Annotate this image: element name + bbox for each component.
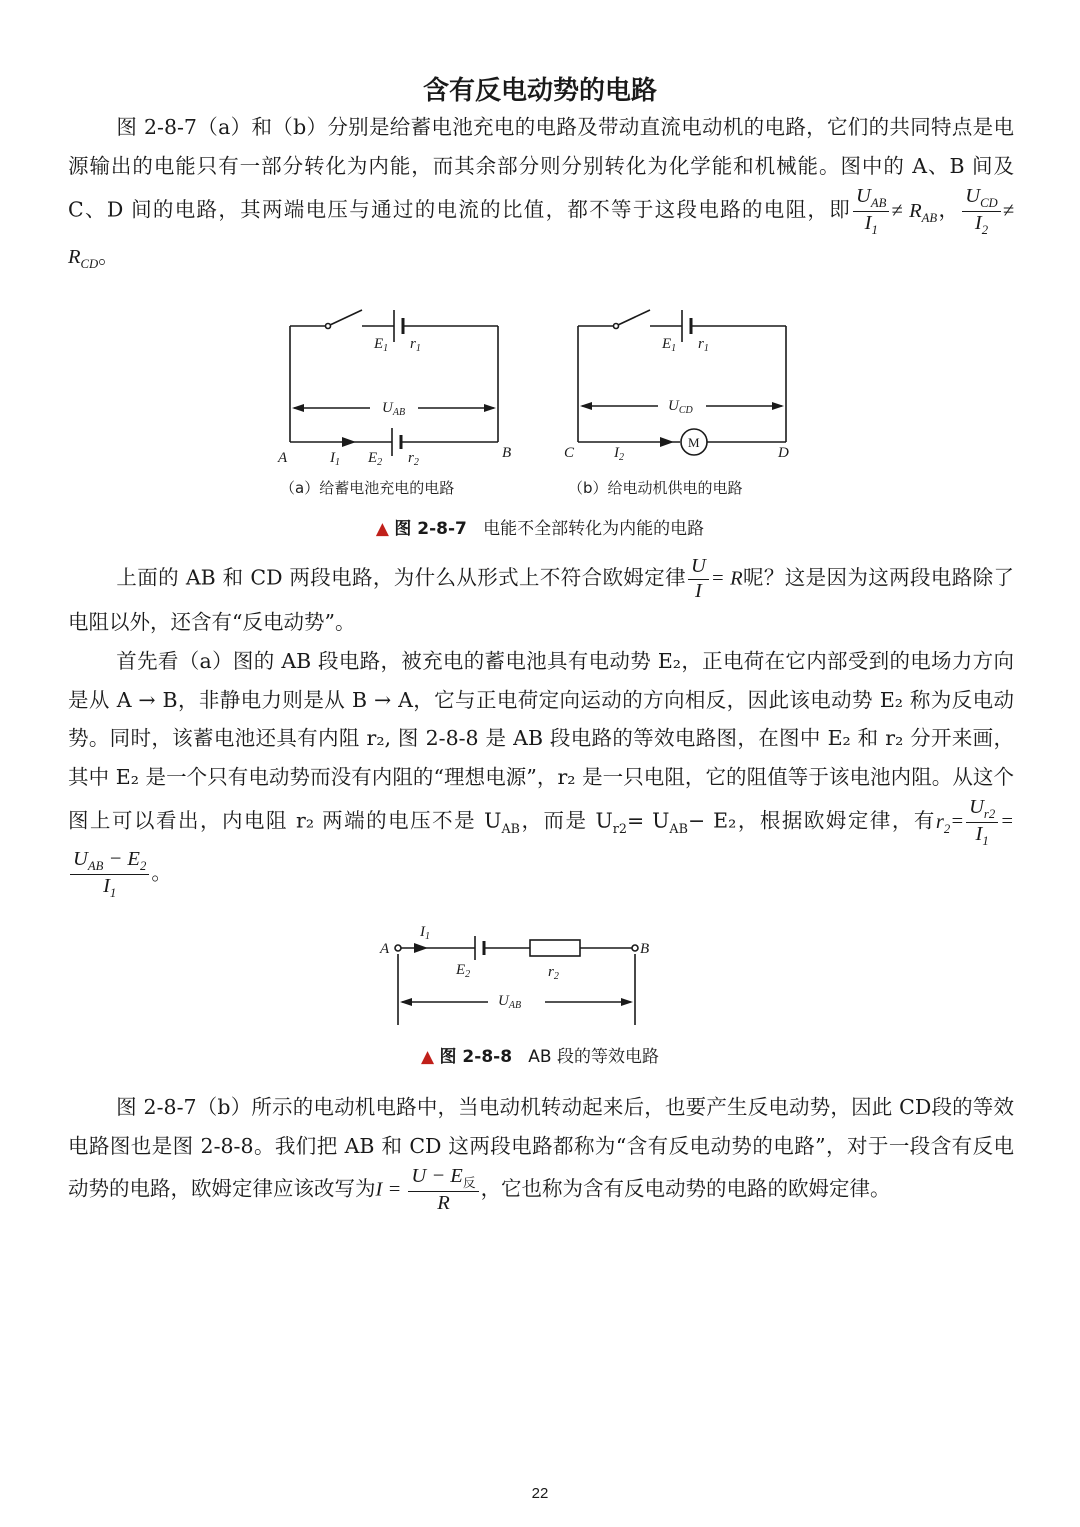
paragraph-1-text: 图 2-8-7（a）和（b）分别是给蓄电池充电的电路及带动直流电动机的电路，它们的共同特点是电源输出的电能只有一部分转化为内能，而其余部分则分别转化为化学能和机械能。图中的 A、B 间及 C、D 间的电路，其两端电压与通过的电流的比值，都不等于这段电路的电阻，即	[68, 115, 1014, 222]
caption-text: AB 段的等效电路	[528, 1047, 659, 1067]
label-a-B: B	[502, 445, 512, 461]
fraction-uab-e2-i1: $\frac{U_{AB} - E_2}{I_1}$	[70, 848, 149, 900]
label-a-r2: $r_2$	[408, 450, 419, 468]
figure-2-8-8-caption	[0, 1042, 1080, 1067]
label-b-i2: $I_2$	[614, 445, 624, 463]
label-b-ucd: $U_{CD}$	[668, 398, 693, 416]
label-2-r2: $r_2$	[548, 964, 559, 982]
paragraph-3: 首先看（a）图的 AB 段电路，被充电的蓄电池具有电动势 E₂，正电荷在它内部受到的电场力方向是从 A → B，非静电力则是从 B → A，它与正电荷定向运动的方向相反，因此该电动势 E₂ 称为反电动势。同时，该蓄电池还具有内阻 r₂, 图 2-8-8 是 AB 段电路的等效电路图，在图中 E₂ 和 r₂ 分开来画，其中 E₂ 是一个只有电动势而没有内阻的“理想电源”，r₂ 是一只电阻，它的阻值等于该电池内阻。从这个图上可以看出，内电阻 r₂ 两端的电压不是 $U_{AB}$，而是 $U_{r2}= U_{AB}- E_2$，根据欧姆定律，有$r_2=$ $\frac{U_{r2}}{I_1}$ = $\frac{U_{AB} - E_2}{I_1}$ 。	[68, 649, 1015, 901]
paragraph-4: 图 2-8-7（b）所示的电动机电路中，当电动机转动起来后，也要产生反电动势，因此 CD段的等效电路图也是图 2-8-8。我们把 AB 和 CD 这两段电路都称为“含有反电动势的电路”，对于一段含有反电动势的电路，欧姆定律应该改写为I = $\frac{U - E_反}{R}$ ，它也称为含有反电动势的电路的欧姆定律。	[68, 1095, 1014, 1214]
fraction-uab-i1: $\frac{U_{AB}}{I_1}$	[853, 185, 889, 237]
caption-marker: ▲	[375, 519, 389, 539]
label-a-e1: $E_1$	[374, 336, 389, 354]
caption-a: （a）给蓄电池充电的电路	[280, 479, 455, 497]
fraction-ohm-law: $\frac{U - E_反}{R}$	[408, 1165, 478, 1215]
fraction-ur2-i1: $\frac{U_{r2}}{I_1}$	[966, 796, 998, 848]
label-2-uab: $U_{AB}$	[498, 993, 522, 1011]
figure-2-8-7	[270, 300, 810, 540]
fraction-u-i: $\frac{U}{I}$	[688, 555, 709, 603]
caption-label: 图 2-8-7	[394, 519, 467, 539]
paragraph-2: 上面的 AB 和 CD 两段电路，为什么从形式上不符合欧姆定律 $\frac{U}{I}$ = R呢？这是因为这两段电路除了电阻以外，还含有“反电动势”。	[68, 555, 1014, 635]
label-a-A: A	[278, 450, 288, 466]
neq-rcd: ≠ $R_{CD}$	[68, 199, 1014, 272]
paragraph-1: 图 2-8-7（a）和（b）分别是给蓄电池充电的电路及带动直流电动机的电路，它们的共同特点是电源输出的电能只有一部分转化为内能，而其余部分则分别转化为化学能和机械能。图中的 A、B 间及 C、D 间的电路，其两端电压与通过的电流的比值，都不等于这段电路的电阻，即 $\frac{U_{AB}}{I_1}$ ≠ $R_{AB}$， $\frac{U_{CD}}{I_2}$ ≠ $R_{CD}$。	[68, 115, 1014, 272]
caption-b: （b）给电动机供电的电路	[568, 479, 743, 497]
caption-text: 电能不全部转化为内能的电路	[483, 519, 705, 539]
label-2-A: A	[380, 941, 390, 957]
page-number: 22	[531, 1485, 549, 1502]
fraction-ucd-i2: $\frac{U_{CD}}{I_2}$	[962, 185, 1000, 237]
label-a-i1: $I_1$	[330, 450, 340, 468]
circuit-a	[290, 310, 498, 456]
label-2-B: B	[640, 941, 650, 957]
formula-r2: $r_2$	[935, 810, 951, 836]
figure-2-8-8	[370, 920, 670, 1030]
caption-label: 图 2-8-8	[439, 1047, 513, 1067]
page-title: 含有反电动势的电路	[422, 76, 657, 106]
neq-rab: ≠ $R_{AB}$	[891, 199, 938, 225]
label-2-e2: $E_2$	[456, 962, 471, 980]
label-b-C: C	[564, 445, 575, 461]
label-b-r1: $r_1$	[698, 336, 709, 354]
motor-symbol: M	[688, 435, 700, 450]
label-2-i1: $I_1$	[420, 924, 430, 942]
caption-marker: ▲	[421, 1047, 435, 1067]
circuit-b	[578, 310, 786, 455]
label-a-e2: $E_2$	[368, 450, 383, 468]
label-a-uab: $U_{AB}$	[382, 400, 406, 418]
label-a-r1: $r_1$	[410, 336, 421, 354]
figure-2-8-7-caption	[0, 514, 1080, 539]
label-b-D: D	[778, 445, 789, 461]
label-b-e1: $E_1$	[662, 336, 677, 354]
